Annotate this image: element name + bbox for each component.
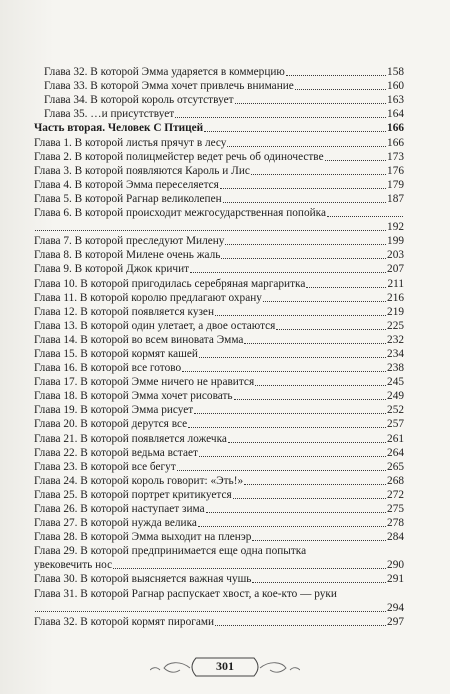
toc-entry-title: Глава 21. В которой появляется ложечка — [34, 432, 227, 445]
toc-entry — [34, 375, 404, 389]
toc-dot-leader — [325, 160, 386, 161]
toc-entry-page: 216 — [387, 291, 404, 304]
toc-entry — [34, 460, 404, 474]
toc-entry — [34, 502, 404, 516]
toc-entry-title: Глава 34. В которой король отсутствует — [44, 94, 234, 107]
toc-dot-leader — [190, 272, 386, 273]
toc-entry-title: Глава 1. В которой листья прячут в лесу — [34, 136, 227, 149]
toc-entry — [34, 601, 404, 615]
toc-dot-leader — [188, 427, 386, 428]
toc-entry-page: 245 — [387, 376, 404, 389]
toc-entry — [34, 403, 404, 417]
toc-dot-leader — [177, 470, 386, 471]
toc-dot-leader — [194, 413, 386, 414]
toc-entry-page: 265 — [387, 460, 404, 473]
toc-entry-page: 219 — [387, 305, 404, 318]
toc-entry — [34, 107, 404, 121]
toc-entry — [34, 333, 404, 347]
toc-entry-page: 199 — [387, 235, 404, 248]
toc-entry-title: Глава 29. В которой предпринимается еще одна попытка — [34, 545, 307, 558]
toc-entry-page: 291 — [387, 573, 404, 586]
toc-entry-title: Глава 26. В которой наступает зима — [34, 503, 205, 515]
toc-entry — [34, 586, 404, 600]
toc-dot-leader — [227, 146, 386, 147]
toc-entry-page: 225 — [387, 319, 404, 332]
toc-dot-leader — [206, 512, 386, 513]
toc-entry-page: 207 — [387, 263, 404, 276]
toc-dot-leader — [198, 526, 386, 527]
toc-dot-leader — [225, 244, 386, 245]
toc-entry-page: 176 — [387, 164, 404, 177]
toc-entry-page: 179 — [387, 178, 404, 191]
toc-dot-leader — [204, 131, 386, 132]
toc-entry-page: 257 — [387, 418, 404, 431]
toc-entry — [34, 389, 404, 403]
toc-entry-title: Глава 32. В которой кормят пирогами — [34, 615, 215, 628]
toc-entry — [34, 276, 404, 290]
toc-dot-leader — [199, 357, 386, 358]
toc-entry-title: Глава 8. В которой Милене очень жаль — [34, 249, 221, 262]
toc-dot-leader — [220, 188, 386, 189]
toc-entry-page: 278 — [387, 517, 404, 530]
toc-entry-page: 261 — [387, 432, 404, 445]
page-number: 301 — [216, 659, 234, 673]
toc-entry-title: Глава 2. В которой полицмейстер ведет речь об одиночестве — [34, 150, 324, 163]
toc-dot-leader — [35, 230, 386, 231]
toc-entry — [34, 544, 404, 558]
toc-entry-title: Глава 5. В которой Рагнар великолепен — [34, 192, 222, 205]
toc-entry-page: 173 — [387, 150, 404, 163]
toc-entry-title: Глава 13. В которой один улетает, а двое остаются — [34, 319, 276, 332]
toc-entry-page: 166 — [387, 136, 404, 149]
toc-dot-leader — [263, 301, 386, 302]
toc-entry — [34, 530, 404, 544]
toc-dot-leader — [233, 498, 386, 499]
toc-entry-page: 192 — [387, 221, 404, 234]
toc-entry-title: Глава 30. В которой выясняется важная чушь — [34, 573, 252, 586]
toc-entry — [34, 431, 404, 445]
toc-dot-leader — [327, 216, 403, 217]
toc-entry-title: Часть вторая. Человек С Птицей — [34, 122, 204, 135]
toc-entry-title: Глава 19. В которой Эмма рисует — [34, 404, 194, 417]
toc-dot-leader — [295, 89, 386, 90]
toc-entry — [34, 220, 404, 234]
toc-dot-leader — [199, 456, 386, 457]
toc-dot-leader — [175, 117, 386, 118]
toc-entry-title: Глава 15. В которой кормят кашей — [34, 347, 198, 360]
toc-dot-leader — [234, 399, 386, 400]
toc-entry-title: Глава 28. В которой Эмма выходит на пленэр — [34, 531, 252, 544]
toc-entry-page: 297 — [387, 615, 404, 628]
toc-entry-title: Глава 12. В которой появляется кузен — [34, 305, 214, 318]
toc-entry-page: 187 — [387, 192, 404, 205]
toc-entry-title: Глава 14. В которой во всем виновата Эмма — [34, 333, 244, 346]
toc-entry — [34, 305, 404, 319]
toc-entry — [34, 93, 404, 107]
toc-entry-page: 272 — [387, 488, 404, 501]
toc-entry — [34, 291, 404, 305]
toc-part-heading — [34, 121, 404, 135]
toc-entry-title: Глава 6. В которой происходит межгосударственная попойка — [34, 207, 326, 220]
toc-entry-title: Глава 22. В которой ведьма встает — [34, 446, 198, 459]
toc-entry — [34, 65, 404, 79]
toc-dot-leader — [244, 343, 386, 344]
toc-entry-title: Глава 3. В которой появляются Кароль и Лис — [34, 164, 250, 177]
toc-dot-leader — [276, 329, 386, 330]
toc-dot-leader — [113, 568, 386, 569]
toc-entry-page: 203 — [387, 249, 404, 262]
toc-entry-page: 238 — [387, 362, 404, 375]
toc-entry-page: 290 — [387, 559, 404, 572]
toc-entry-title: Глава 4. В которой Эмма переселяется — [34, 178, 219, 191]
toc-entry-title: увековечить нос — [34, 559, 113, 572]
toc-entry — [34, 488, 404, 502]
toc-entry-title: Глава 10. В которой пригодилась серебряная маргаритка — [34, 277, 306, 290]
toc-entry — [34, 192, 404, 206]
toc-entry-page: 264 — [387, 446, 404, 459]
toc-entry — [34, 262, 404, 276]
page-footer — [0, 652, 450, 688]
toc-entry — [34, 178, 404, 192]
toc-entry-page: 252 — [387, 404, 404, 417]
toc-entry — [34, 361, 404, 375]
toc-entry — [34, 150, 404, 164]
toc-entry-page: 163 — [387, 94, 404, 107]
toc-entry-title: Глава 9. В которой Джок кричит — [34, 263, 190, 276]
toc-entry — [34, 135, 404, 149]
toc-entry — [34, 446, 404, 460]
toc-entry-title: Глава 23. В которой все бегут — [34, 460, 176, 473]
toc-dot-leader — [182, 371, 386, 372]
toc-dot-leader — [228, 442, 386, 443]
toc-dot-leader — [235, 103, 387, 104]
toc-entry-page: 164 — [387, 108, 404, 121]
toc-entry-page: 158 — [387, 66, 404, 79]
toc-entry-page: 249 — [387, 390, 404, 403]
toc-entry — [34, 615, 404, 629]
toc-entry — [34, 164, 404, 178]
toc-dot-leader — [252, 582, 386, 583]
toc-entry-title: Глава 17. В которой Эмме ничего не нравится — [34, 376, 255, 389]
toc-dot-leader — [252, 540, 386, 541]
toc-entry-title: Глава 7. В которой преследуют Милену — [34, 235, 225, 248]
toc-entry — [34, 572, 404, 586]
toc-dot-leader — [286, 75, 386, 76]
toc-dot-leader — [306, 287, 386, 288]
table-of-contents — [34, 65, 404, 629]
toc-dot-leader — [251, 174, 386, 175]
toc-entry-page: 232 — [387, 333, 404, 346]
toc-entry — [34, 516, 404, 530]
toc-entry-title: Глава 35. …и присутствует — [44, 108, 175, 121]
toc-entry-title: Глава 24. В которой король говорит: «Эть!» — [34, 474, 244, 487]
toc-entry — [34, 347, 404, 361]
toc-entry-title: Глава 11. В которой королю предлагают охрану — [34, 291, 262, 304]
toc-entry-title: Глава 20. В которой дерутся все — [34, 418, 188, 431]
toc-entry-title: Глава 25. В которой портрет критикуется — [34, 488, 232, 501]
toc-entry-title: Глава 31. В которой Рагнар распускает хвост, а кое-кто — руки — [34, 587, 337, 600]
toc-entry-title: Глава 16. В которой все готово — [34, 362, 182, 375]
toc-entry-page: 211 — [387, 277, 404, 290]
toc-entry-page: 268 — [387, 474, 404, 487]
toc-entry-page: 275 — [387, 503, 404, 515]
toc-dot-leader — [255, 385, 386, 386]
toc-entry — [34, 417, 404, 431]
toc-dot-leader — [215, 625, 386, 626]
toc-dot-leader — [215, 315, 386, 316]
toc-entry-page: 160 — [387, 80, 404, 93]
toc-dot-leader — [221, 258, 386, 259]
toc-entry-page: 166 — [387, 122, 404, 135]
toc-entry-page: 234 — [387, 347, 404, 360]
toc-entry-page: 284 — [387, 531, 404, 544]
toc-dot-leader — [223, 202, 386, 203]
toc-entry — [34, 79, 404, 93]
toc-dot-leader — [244, 484, 386, 485]
toc-entry — [34, 319, 404, 333]
toc-entry — [34, 206, 404, 220]
toc-entry-title: Глава 18. В которой Эмма хочет рисовать — [34, 390, 233, 403]
toc-entry-page: 294 — [387, 601, 404, 614]
toc-entry — [34, 474, 404, 488]
toc-dot-leader — [35, 611, 386, 612]
toc-entry — [34, 248, 404, 262]
toc-entry-title: Глава 32. В которой Эмма ударяется в коммерцию — [44, 66, 285, 79]
toc-entry-title: Глава 27. В которой нужда велика — [34, 517, 197, 530]
toc-entry-title: Глава 33. В которой Эмма хочет привлечь внимание — [44, 80, 294, 93]
toc-entry — [34, 234, 404, 248]
toc-entry — [34, 558, 404, 572]
